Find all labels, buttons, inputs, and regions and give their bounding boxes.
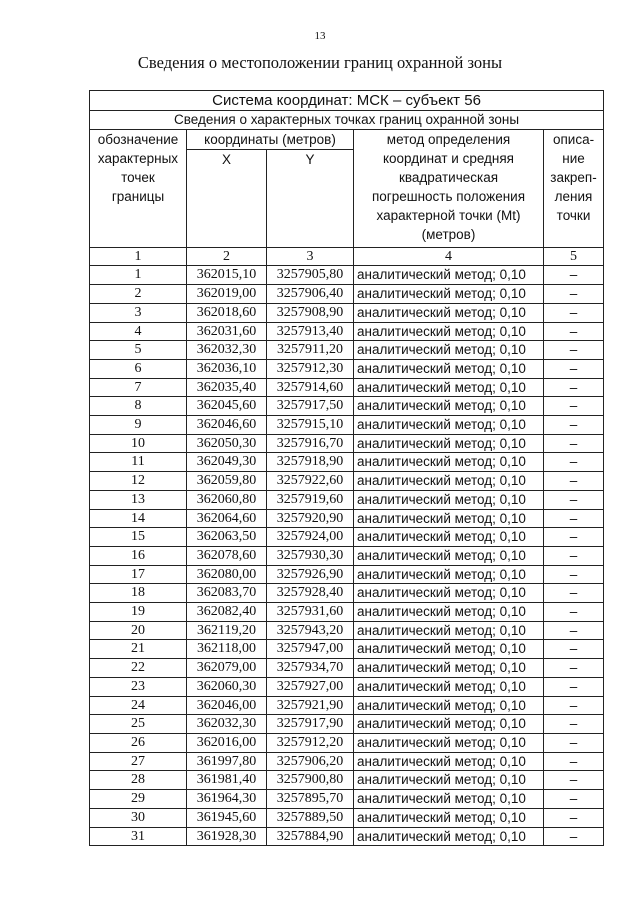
table-row xyxy=(90,285,604,304)
table-row xyxy=(90,808,604,827)
point-number-cell: 11 xyxy=(90,453,187,472)
point-number-cell: 23 xyxy=(90,677,187,696)
x-coordinate-cell: 362016,00 xyxy=(187,733,267,752)
description-cell: – xyxy=(544,584,604,603)
x-coordinate-cell: 361945,60 xyxy=(187,808,267,827)
description-cell: – xyxy=(544,341,604,360)
table-row xyxy=(90,322,604,341)
description-cell: – xyxy=(544,790,604,809)
point-number-cell: 1 xyxy=(90,266,187,285)
description-cell: – xyxy=(544,827,604,846)
y-coordinate-cell: 3257921,90 xyxy=(267,696,354,715)
point-number-cell: 12 xyxy=(90,472,187,491)
y-coordinate-cell: 3257931,60 xyxy=(267,603,354,622)
y-coordinate-cell: 3257908,90 xyxy=(267,303,354,322)
description-cell: – xyxy=(544,378,604,397)
y-coordinate-cell: 3257916,70 xyxy=(267,434,354,453)
page-number: 13 xyxy=(314,30,326,42)
point-number-cell: 31 xyxy=(90,827,187,846)
point-number-cell: 8 xyxy=(90,397,187,416)
method-cell: аналитический метод; 0,10 xyxy=(354,434,544,453)
table-row xyxy=(90,378,604,397)
method-cell: аналитический метод; 0,10 xyxy=(354,827,544,846)
description-cell: – xyxy=(544,752,604,771)
x-coordinate-cell: 362060,30 xyxy=(187,677,267,696)
x-coordinate-cell: 362050,30 xyxy=(187,434,267,453)
y-coordinate-cell: 3257920,90 xyxy=(267,509,354,528)
table-row xyxy=(90,528,604,547)
method-cell: аналитический метод; 0,10 xyxy=(354,322,544,341)
description-cell: – xyxy=(544,490,604,509)
x-coordinate-cell: 362015,10 xyxy=(187,266,267,285)
description-cell: – xyxy=(544,472,604,491)
method-cell: аналитический метод; 0,10 xyxy=(354,528,544,547)
table-row xyxy=(90,397,604,416)
y-coordinate-cell: 3257906,40 xyxy=(267,285,354,304)
y-coordinate-cell: 3257926,90 xyxy=(267,565,354,584)
table-row xyxy=(90,490,604,509)
method-cell: аналитический метод; 0,10 xyxy=(354,621,544,640)
section-title: Сведения о характерных точках границ охранной зоны xyxy=(90,111,604,130)
point-number-cell: 27 xyxy=(90,752,187,771)
y-coordinate-cell: 3257943,20 xyxy=(267,621,354,640)
y-coordinate-cell: 3257914,60 xyxy=(267,378,354,397)
description-cell: – xyxy=(544,621,604,640)
description-cell: – xyxy=(544,303,604,322)
method-cell: аналитический метод; 0,10 xyxy=(354,715,544,734)
point-number-cell: 21 xyxy=(90,640,187,659)
description-cell: – xyxy=(544,771,604,790)
y-coordinate-cell: 3257913,40 xyxy=(267,322,354,341)
x-coordinate-cell: 362119,20 xyxy=(187,621,267,640)
table-row xyxy=(90,453,604,472)
header-coordinates: координаты (метров) xyxy=(187,129,354,149)
x-coordinate-cell: 362032,30 xyxy=(187,341,267,360)
x-coordinate-cell: 361928,30 xyxy=(187,827,267,846)
description-cell: – xyxy=(544,659,604,678)
column-number: 5 xyxy=(544,247,604,266)
x-coordinate-cell: 362019,00 xyxy=(187,285,267,304)
y-coordinate-cell: 3257930,30 xyxy=(267,546,354,565)
table-row xyxy=(90,266,604,285)
table-row xyxy=(90,565,604,584)
header-x: X xyxy=(187,149,267,247)
x-coordinate-cell: 362118,00 xyxy=(187,640,267,659)
document-title: Сведения о местоположении границ охранной зоны xyxy=(137,53,503,72)
y-coordinate-cell: 3257922,60 xyxy=(267,472,354,491)
table-row xyxy=(90,790,604,809)
table-row xyxy=(90,603,604,622)
point-number-cell: 9 xyxy=(90,416,187,435)
description-cell: – xyxy=(544,733,604,752)
x-coordinate-cell: 362032,30 xyxy=(187,715,267,734)
y-coordinate-cell: 3257928,40 xyxy=(267,584,354,603)
method-cell: аналитический метод; 0,10 xyxy=(354,453,544,472)
header-description: описа- ние закреп- ления точки xyxy=(544,129,604,247)
description-cell: – xyxy=(544,640,604,659)
table-row xyxy=(90,621,604,640)
x-coordinate-cell: 361964,30 xyxy=(187,790,267,809)
column-number-row xyxy=(90,247,604,266)
method-cell: аналитический метод; 0,10 xyxy=(354,303,544,322)
table-row xyxy=(90,546,604,565)
y-coordinate-cell: 3257924,00 xyxy=(267,528,354,547)
point-number-cell: 29 xyxy=(90,790,187,809)
table-row xyxy=(90,771,604,790)
point-number-cell: 18 xyxy=(90,584,187,603)
table-row xyxy=(90,303,604,322)
y-coordinate-cell: 3257927,00 xyxy=(267,677,354,696)
method-cell: аналитический метод; 0,10 xyxy=(354,490,544,509)
x-coordinate-cell: 362063,50 xyxy=(187,528,267,547)
x-coordinate-cell: 362049,30 xyxy=(187,453,267,472)
description-cell: – xyxy=(544,359,604,378)
point-number-cell: 6 xyxy=(90,359,187,378)
point-number-cell: 13 xyxy=(90,490,187,509)
y-coordinate-cell: 3257884,90 xyxy=(267,827,354,846)
point-number-cell: 20 xyxy=(90,621,187,640)
header-method: метод определения координат и средняя квадратическая погрешность положения характерной точки (Mt) (метров) xyxy=(354,129,544,247)
coordinate-system-title: Система координат: МСК – субъект 56 xyxy=(90,91,604,111)
header-point: обозначение характерных точек границы xyxy=(90,129,187,247)
x-coordinate-cell: 361997,80 xyxy=(187,752,267,771)
point-number-cell: 3 xyxy=(90,303,187,322)
y-coordinate-cell: 3257918,90 xyxy=(267,453,354,472)
y-coordinate-cell: 3257934,70 xyxy=(267,659,354,678)
x-coordinate-cell: 362064,60 xyxy=(187,509,267,528)
point-number-cell: 15 xyxy=(90,528,187,547)
table-row xyxy=(90,733,604,752)
column-number: 1 xyxy=(90,247,187,266)
table-row xyxy=(90,341,604,360)
point-number-cell: 16 xyxy=(90,546,187,565)
header-y: Y xyxy=(267,149,354,247)
description-cell: – xyxy=(544,397,604,416)
point-number-cell: 24 xyxy=(90,696,187,715)
point-number-cell: 7 xyxy=(90,378,187,397)
y-coordinate-cell: 3257889,50 xyxy=(267,808,354,827)
y-coordinate-cell: 3257917,50 xyxy=(267,397,354,416)
table-row xyxy=(90,752,604,771)
description-cell: – xyxy=(544,565,604,584)
description-cell: – xyxy=(544,322,604,341)
method-cell: аналитический метод; 0,10 xyxy=(354,397,544,416)
point-number-cell: 25 xyxy=(90,715,187,734)
description-cell: – xyxy=(544,715,604,734)
method-cell: аналитический метод; 0,10 xyxy=(354,565,544,584)
point-number-cell: 14 xyxy=(90,509,187,528)
description-cell: – xyxy=(544,416,604,435)
method-cell: аналитический метод; 0,10 xyxy=(354,416,544,435)
table-row xyxy=(90,416,604,435)
x-coordinate-cell: 362083,70 xyxy=(187,584,267,603)
method-cell: аналитический метод; 0,10 xyxy=(354,266,544,285)
x-coordinate-cell: 362082,40 xyxy=(187,603,267,622)
x-coordinate-cell: 362045,60 xyxy=(187,397,267,416)
method-cell: аналитический метод; 0,10 xyxy=(354,603,544,622)
description-cell: – xyxy=(544,453,604,472)
y-coordinate-cell: 3257906,20 xyxy=(267,752,354,771)
x-coordinate-cell: 362046,00 xyxy=(187,696,267,715)
point-number-cell: 26 xyxy=(90,733,187,752)
point-number-cell: 28 xyxy=(90,771,187,790)
description-cell: – xyxy=(544,677,604,696)
point-number-cell: 2 xyxy=(90,285,187,304)
point-number-cell: 19 xyxy=(90,603,187,622)
x-coordinate-cell: 362036,10 xyxy=(187,359,267,378)
method-cell: аналитический метод; 0,10 xyxy=(354,677,544,696)
table-row xyxy=(90,359,604,378)
column-number: 2 xyxy=(187,247,267,266)
method-cell: аналитический метод; 0,10 xyxy=(354,790,544,809)
method-cell: аналитический метод; 0,10 xyxy=(354,584,544,603)
y-coordinate-cell: 3257917,90 xyxy=(267,715,354,734)
method-cell: аналитический метод; 0,10 xyxy=(354,696,544,715)
description-cell: – xyxy=(544,528,604,547)
method-cell: аналитический метод; 0,10 xyxy=(354,546,544,565)
point-number-cell: 22 xyxy=(90,659,187,678)
description-cell: – xyxy=(544,266,604,285)
method-cell: аналитический метод; 0,10 xyxy=(354,472,544,491)
method-cell: аналитический метод; 0,10 xyxy=(354,509,544,528)
description-cell: – xyxy=(544,696,604,715)
x-coordinate-cell: 362059,80 xyxy=(187,472,267,491)
table-row xyxy=(90,696,604,715)
table-row xyxy=(90,472,604,491)
method-cell: аналитический метод; 0,10 xyxy=(354,733,544,752)
y-coordinate-cell: 3257900,80 xyxy=(267,771,354,790)
x-coordinate-cell: 362079,00 xyxy=(187,659,267,678)
table-row xyxy=(90,677,604,696)
y-coordinate-cell: 3257895,70 xyxy=(267,790,354,809)
method-cell: аналитический метод; 0,10 xyxy=(354,808,544,827)
y-coordinate-cell: 3257947,00 xyxy=(267,640,354,659)
x-coordinate-cell: 362060,80 xyxy=(187,490,267,509)
method-cell: аналитический метод; 0,10 xyxy=(354,771,544,790)
x-coordinate-cell: 362031,60 xyxy=(187,322,267,341)
x-coordinate-cell: 361981,40 xyxy=(187,771,267,790)
method-cell: аналитический метод; 0,10 xyxy=(354,659,544,678)
method-cell: аналитический метод; 0,10 xyxy=(354,752,544,771)
method-cell: аналитический метод; 0,10 xyxy=(354,285,544,304)
point-number-cell: 17 xyxy=(90,565,187,584)
x-coordinate-cell: 362046,60 xyxy=(187,416,267,435)
table-row xyxy=(90,715,604,734)
point-number-cell: 5 xyxy=(90,341,187,360)
x-coordinate-cell: 362078,60 xyxy=(187,546,267,565)
y-coordinate-cell: 3257905,80 xyxy=(267,266,354,285)
point-number-cell: 10 xyxy=(90,434,187,453)
column-number: 3 xyxy=(267,247,354,266)
x-coordinate-cell: 362018,60 xyxy=(187,303,267,322)
method-cell: аналитический метод; 0,10 xyxy=(354,359,544,378)
y-coordinate-cell: 3257919,60 xyxy=(267,490,354,509)
description-cell: – xyxy=(544,285,604,304)
coordinates-table xyxy=(89,90,604,846)
method-cell: аналитический метод; 0,10 xyxy=(354,640,544,659)
table-row xyxy=(90,827,604,846)
description-cell: – xyxy=(544,603,604,622)
x-coordinate-cell: 362035,40 xyxy=(187,378,267,397)
method-cell: аналитический метод; 0,10 xyxy=(354,378,544,397)
y-coordinate-cell: 3257915,10 xyxy=(267,416,354,435)
y-coordinate-cell: 3257912,30 xyxy=(267,359,354,378)
table-row xyxy=(90,659,604,678)
table-row xyxy=(90,584,604,603)
point-number-cell: 30 xyxy=(90,808,187,827)
table-row xyxy=(90,434,604,453)
description-cell: – xyxy=(544,546,604,565)
description-cell: – xyxy=(544,808,604,827)
table-row xyxy=(90,509,604,528)
y-coordinate-cell: 3257912,20 xyxy=(267,733,354,752)
x-coordinate-cell: 362080,00 xyxy=(187,565,267,584)
y-coordinate-cell: 3257911,20 xyxy=(267,341,354,360)
column-number: 4 xyxy=(354,247,544,266)
method-cell: аналитический метод; 0,10 xyxy=(354,341,544,360)
description-cell: – xyxy=(544,509,604,528)
table-row xyxy=(90,640,604,659)
description-cell: – xyxy=(544,434,604,453)
point-number-cell: 4 xyxy=(90,322,187,341)
